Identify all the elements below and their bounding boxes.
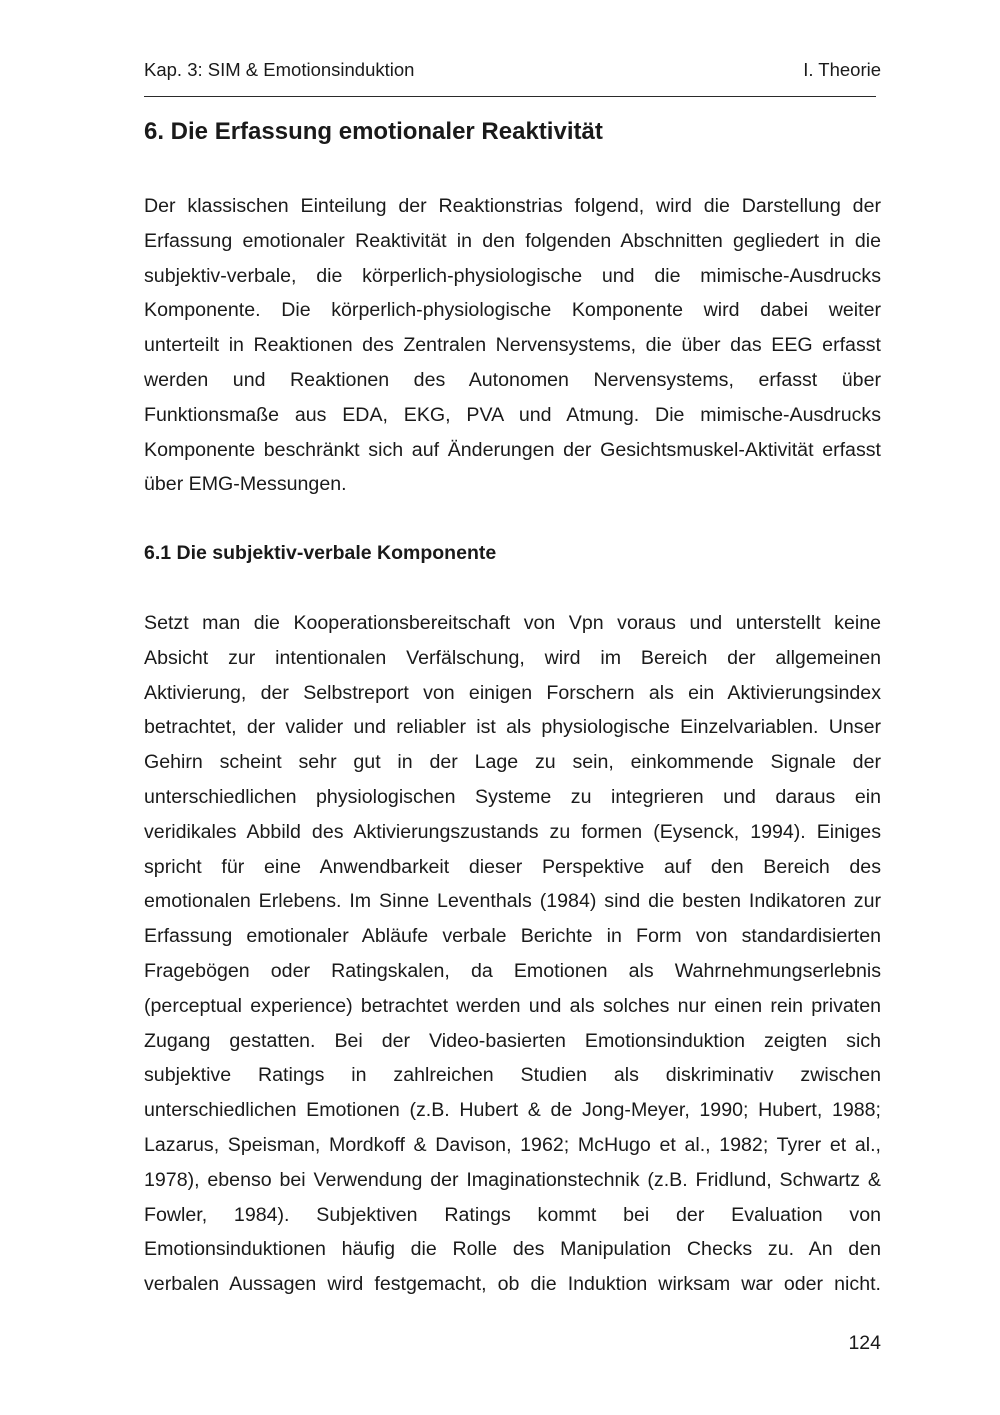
paragraph-intro	[144, 189, 881, 502]
text-line: (perceptual experience) betrachtet werden und als solches nur einen rein privaten	[144, 994, 881, 1017]
text-line: Zugang gestatten. Bei der Video-basierten Emotionsinduktion zeigten sich	[144, 1029, 881, 1052]
text-line: Erfassung emotionaler Reaktivität in den folgenden Abschnitten gegliedert in die	[144, 229, 881, 252]
text-line: Erfassung emotionaler Abläufe verbale Berichte in Form von standardisierten	[144, 925, 881, 948]
text-line: über EMG-Messungen.	[144, 473, 347, 496]
text-line: Setzt man die Kooperationsbereitschaft von Vpn voraus und unterstellt keine	[144, 612, 881, 634]
text-line: subjektiv-verbale, die körperlich-physiologische und die mimische-Ausdrucks	[144, 264, 881, 287]
running-header-part: I. Theorie	[803, 59, 881, 80]
text-line: emotionalen Erlebens. Im Sinne Leventhals (1984) sind die besten Indikatoren zur	[144, 890, 881, 913]
text-line: Absicht zur intentionalen Verfälschung, wird im Bereich der allgemeinen	[144, 646, 881, 669]
text-line: unterschiedlichen physiologischen Systeme zu integrieren und daraus ein	[144, 785, 881, 808]
text-line: unterteilt in Reaktionen des Zentralen Nervensystems, die über das EEG erfasst	[144, 334, 881, 357]
header-divider	[144, 96, 876, 97]
text-line: unterschiedlichen Emotionen (z.B. Hubert & de Jong-Meyer, 1990; Hubert, 1988;	[144, 1099, 881, 1122]
text-line: verbalen Aussagen wird festgemacht, ob die Induktion wirksam war oder nicht.	[144, 1273, 881, 1296]
text-line: spricht für eine Anwendbarkeit dieser Perspektive auf den Bereich des	[144, 855, 881, 878]
text-line: Emotionsinduktionen häufig die Rolle des Manipulation Checks zu. An den	[144, 1238, 881, 1261]
text-line: werden und Reaktionen des Autonomen Nervensystems, erfasst über	[144, 368, 881, 391]
page-number: 124	[848, 1332, 881, 1354]
text-line: betrachtet, der valider und reliabler ist als physiologische Einzelvariablen. Unser	[144, 716, 881, 739]
text-line: Der klassischen Einteilung der Reaktionstrias folgend, wird die Darstellung der	[144, 195, 881, 217]
text-line: veridikales Abbild des Aktivierungszustands zu formen (Eysenck, 1994). Einiges	[144, 820, 881, 843]
text-line: Gehirn scheint sehr gut in der Lage zu sein, einkommende Signale der	[144, 751, 881, 774]
text-line: Komponente. Die körperlich-physiologische Komponente wird dabei weiter	[144, 299, 881, 322]
text-line: Fowler, 1984). Subjektiven Ratings kommt bei der Evaluation von	[144, 1203, 881, 1226]
section-title: 6.1 Die subjektiv-verbale Komponente	[144, 542, 497, 564]
text-line: Lazarus, Speisman, Mordkoff & Davison, 1962; McHugo et al., 1982; Tyrer et al.,	[144, 1133, 881, 1156]
text-line: Komponente beschränkt sich auf Änderungen der Gesichtsmuskel-Aktivität erfasst	[144, 438, 881, 461]
running-header-chapter: Kap. 3: SIM & Emotionsinduktion	[144, 59, 415, 80]
text-line: 1978), ebenso bei Verwendung der Imaginationstechnik (z.B. Fridlund, Schwartz &	[144, 1168, 881, 1191]
text-line: Aktivierung, der Selbstreport von einigen Forschern als ein Aktivierungsindex	[144, 681, 881, 704]
paragraph-subjective-verbal	[144, 606, 881, 1302]
text-line: Funktionsmaße aus EDA, EKG, PVA und Atmung. Die mimische-Ausdrucks	[144, 403, 881, 426]
text-line: Fragebögen oder Ratingskalen, da Emotionen als Wahrnehmungserlebnis	[144, 959, 881, 982]
text-line: subjektive Ratings in zahlreichen Studien als diskriminativ zwischen	[144, 1064, 881, 1087]
chapter-title: 6. Die Erfassung emotionaler Reaktivität	[144, 118, 603, 145]
